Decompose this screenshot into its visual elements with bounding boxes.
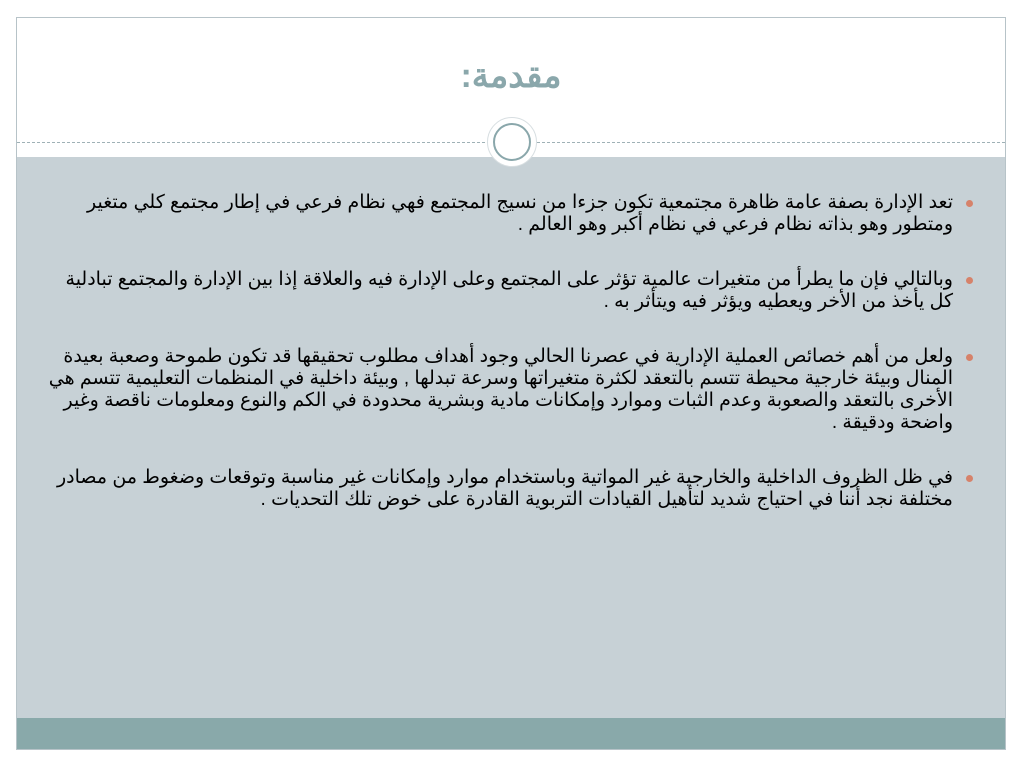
circle-ornament-icon [487,117,537,167]
bullet-text: في ظل الظروف الداخلية والخارجية غير المواتية وباستخدام موارد وإمكانات غير مناسبة وتوقعات وضغوط من مصادر مختلفة نجد أننا في احتياج شديد لتأهيل القيادات التربوية القادرة على خوض تلك التحديات . [57,467,953,510]
bullet-text: تعد الإدارة بصفة عامة ظاهرة مجتمعية تكون جزءا من نسيج المجتمع فهي نظام فرعي في إطار مجتمع كلي متغير ومتطور وهو بذاته نظام فرعي في نظام أكبر وهو العالم . [87,192,953,235]
bullet-item [40,467,975,511]
footer-band [17,718,1005,750]
slide-title: مقدمة: [460,57,562,95]
bullet-text: ولعل من أهم خصائص العملية الإدارية في عصرنا الحالي وجود أهداف مطلوب تحقيقها قد تكون طموحة وصعبة بعيدة المنال وبيئة خارجية محيطة تتسم بالتعقد لكثرة متغيراتها وسرعة تبدلها , وبيئة داخلية في المنظمات التعليمية تتسم هي الأخرى بالتعقد والصعوبة وعدم الثبات وموارد وإمكانات مادية وبشرية محدودة في الكم والنوع ومعلومات ناقصة وغير واضحة ودقيقة . [48,346,953,433]
bullet-item [40,192,975,236]
bullet-dot-icon [966,475,973,482]
circle-ornament-inner [493,123,531,161]
bullet-dot-icon [966,200,973,207]
bullet-dot-icon [966,277,973,284]
bullet-text: وبالتالي فإن ما يطرأ من متغيرات عالمية تؤثر على المجتمع وعلى الإدارة فيه والعلاقة إذا بين الإدارة والمجتمع تبادلية كل يأخذ من الأخر ويعطيه ويؤثر فيه ويتأثر به . [65,269,953,312]
bullet-item [40,346,975,434]
bullet-list [40,192,975,544]
bullet-dot-icon [966,354,973,361]
bullet-item [40,269,975,313]
